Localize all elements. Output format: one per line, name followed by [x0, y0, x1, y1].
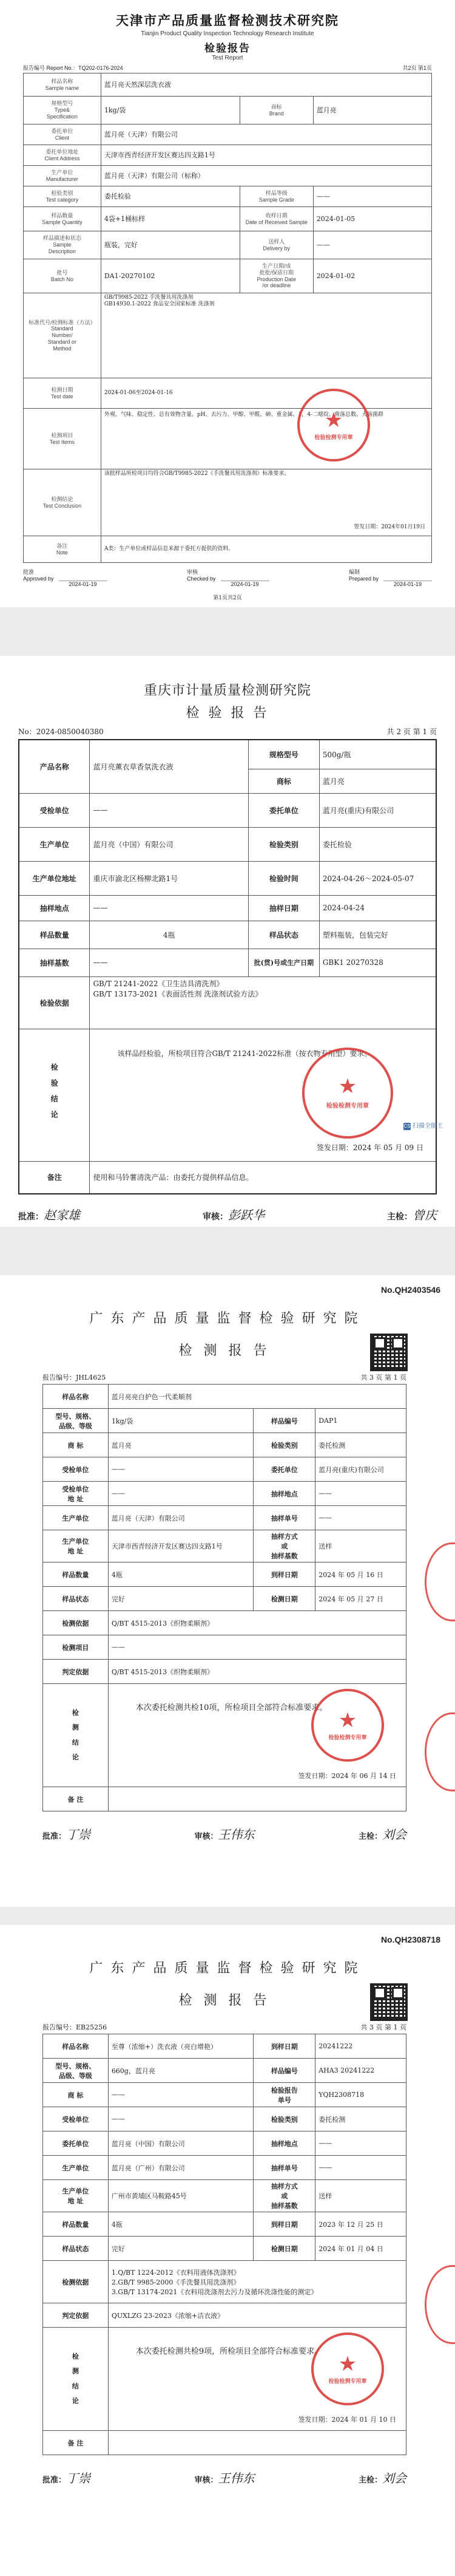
- remark-row: [43, 1787, 406, 1811]
- row-value: Q/BT 4515-2013《织物柔顺剂》: [108, 1611, 406, 1635]
- table-row: [43, 1530, 406, 1562]
- report-doc-type-en: Test Report: [212, 55, 243, 61]
- stamp-text: 检验检测专用章: [328, 2378, 367, 2385]
- table-row: [43, 2237, 406, 2261]
- make-label: 主检：: [387, 1212, 413, 1222]
- grade-value: ——: [313, 186, 431, 207]
- remark-value: A类：生产单位或样品信息来源于委托方提供的资料。: [101, 536, 431, 563]
- batch-value: GBK1 20270328: [319, 949, 436, 976]
- client-address-label: 委托单位地址 Client Address: [24, 145, 101, 166]
- row-label: 检测依据: [43, 1611, 109, 1635]
- row-value: ——: [315, 1506, 406, 1530]
- checker-signature: 王伟东: [218, 2471, 255, 2486]
- row-value: ——: [108, 2083, 254, 2107]
- sample-name: 蓝月亮天然深层洗衣液: [101, 73, 431, 97]
- row-label: 型号、规格、 品级、等级: [43, 1409, 109, 1433]
- approve-label: 批准：: [18, 1212, 44, 1222]
- table-row: [43, 1660, 406, 1684]
- row-label: 样品名称: [43, 2034, 109, 2059]
- row-value: 广州市黄埔区马鞍路45号: [108, 2180, 254, 2212]
- inspected-value: ——: [90, 793, 248, 827]
- row-label: 检测依据: [43, 2261, 109, 2303]
- stamp-text: 检验检测专用章: [314, 434, 353, 441]
- base-label: 抽样基数: [19, 949, 90, 976]
- report-table: [23, 73, 432, 563]
- table-row: [43, 2083, 406, 2107]
- row-value: 完好: [108, 1587, 254, 1611]
- row-value: 4瓶: [108, 2212, 254, 2237]
- check-date: 2024-01-19: [231, 581, 259, 587]
- approve-label: 批准：: [42, 2476, 67, 2485]
- row-value: 蓝月亮（广州）有限公司: [108, 2156, 254, 2180]
- row-value: 蓝月亮(重庆)有限公司: [315, 1457, 406, 1482]
- remark-row: [43, 2431, 406, 2455]
- star-icon: ★: [324, 407, 343, 432]
- seal-stamp: [297, 389, 370, 462]
- client-address: 天津市西青经济开发区赛达四支路1号: [101, 145, 431, 166]
- edge-seal: [425, 2265, 455, 2344]
- row-label: 判定依据: [43, 2303, 109, 2328]
- row-label: 样品数量: [43, 1562, 109, 1587]
- table-row: [43, 2261, 406, 2303]
- row-label: 样品状态: [43, 1587, 109, 1611]
- product-name-label: 产品名称: [19, 740, 90, 793]
- report-guangdong-2: [0, 1925, 455, 2576]
- signature-row: [18, 1205, 437, 1223]
- row-label: 检验报告 单号: [254, 2083, 315, 2107]
- row-value: 2023 年 12 月 25 日: [315, 2212, 406, 2237]
- batch-value: DA1-20270102: [101, 259, 240, 293]
- table-row: [43, 2131, 406, 2156]
- test-date-label: 检验时间: [248, 861, 319, 895]
- report-number: No：2024-0850040380: [18, 727, 104, 736]
- remark-label: 备 注: [43, 2431, 109, 2455]
- row-value: 2024 年 05 月 27 日: [315, 1587, 406, 1611]
- brand-value: 蓝月亮: [313, 97, 431, 124]
- row-label: 检测日期: [254, 1587, 315, 1611]
- approver-signature: 丁崇: [66, 1827, 91, 1842]
- checker-signature: 彭跃华: [228, 1208, 265, 1222]
- row-value: YQH2308718: [315, 2083, 406, 2107]
- table-row: [43, 1506, 406, 1530]
- report-title-en: Tianjin Product Quality Inspection Technology Research Institute: [141, 30, 314, 37]
- approve-label: 批准：: [42, 1832, 67, 1841]
- product-name: 蓝月亮薰衣草香氛洗衣液: [90, 740, 248, 793]
- table-row: [43, 2180, 406, 2212]
- maker-signature: 刘会: [382, 2471, 406, 2486]
- row-label: 商 标: [43, 1433, 109, 1457]
- row-label: 到样日期: [254, 2212, 315, 2237]
- client-value: 蓝月亮（天津）有限公司: [101, 124, 431, 145]
- quantity-label: 样品数量 Sample Quantity: [24, 207, 101, 231]
- row-label: 检测项目: [43, 1635, 109, 1660]
- row-label: 到样日期: [254, 2034, 315, 2059]
- conclusion-cell: [90, 1029, 436, 1161]
- test-items-value: 外观、气味、稳定性、总有效物含量、pH、去污力、甲醇、甲醛、砷、重金属、1，4-二噁烷、菌落总数、大肠菌群: [101, 409, 431, 469]
- state-label: 样品状态: [248, 921, 319, 949]
- report-doc-type: 检 验 报 告: [186, 706, 269, 721]
- received-label: 收样日期 Date of Received Sample: [240, 207, 313, 231]
- row-value: 2024 年 05 月 16 日: [315, 1562, 406, 1587]
- description-value: 瓶装，完好: [101, 231, 240, 259]
- row-label: 检验类别: [254, 1433, 315, 1457]
- table-row: [43, 2303, 406, 2328]
- row-label: 商 标: [43, 2083, 109, 2107]
- signature-row: [23, 568, 432, 587]
- prepare-date: 2024-01-19: [393, 581, 422, 587]
- row-label: 检测日期: [254, 2237, 315, 2261]
- page-count: 共 2 页 第 1 页: [386, 727, 437, 736]
- table-row: [43, 1385, 406, 1409]
- approver-signature: 丁崇: [66, 2471, 91, 2486]
- table-row: [43, 1433, 406, 1457]
- row-label: 抽样地点: [254, 2131, 315, 2156]
- checked-label: 审核 Checked by: [186, 569, 216, 582]
- place-value: ——: [90, 895, 248, 921]
- row-value: 送样: [315, 1530, 406, 1562]
- serial-number: No.QH2403546: [380, 1285, 440, 1295]
- prepared-label: 编制 Prepared by: [348, 569, 379, 582]
- brand-label: 商标 Brand: [240, 97, 313, 124]
- batch-label: 批(贯)号或生产日期: [248, 949, 319, 976]
- category-label: 检验类别 Test category: [24, 186, 101, 207]
- table-row: [43, 2034, 406, 2059]
- maker-address: 重庆市渝北区杨柳北路1号: [90, 861, 248, 895]
- cs-logo-icon: CS: [403, 1123, 411, 1129]
- client-label: 委托单位: [248, 793, 319, 827]
- row-value: QUXLZG 23-2023《浓缩+洁衣液》: [108, 2303, 406, 2328]
- report-doc-type: 检 测 报 告: [178, 1343, 271, 1358]
- model-value: 500g/瓶: [319, 740, 436, 769]
- star-icon: ★: [338, 1074, 357, 1099]
- checker-signature: [221, 568, 269, 581]
- state-value: 塑料瓶装，包装完好: [319, 921, 436, 949]
- row-value: 蓝月亮亮白护色一代柔顺剂: [108, 1385, 406, 1409]
- report-title: 广 东 产 品 质 量 监 督 检 验 研 究 院: [89, 1961, 360, 1976]
- report-doc-type: 检 测 报 告: [178, 1993, 271, 2008]
- row-label: 抽样单号: [254, 2156, 315, 2180]
- remark-label: 备注: [19, 1161, 90, 1194]
- conclusion-row: [43, 1684, 406, 1787]
- report-guangdong-1: [0, 1275, 455, 1907]
- remark-label: 备 注: [43, 1787, 109, 1811]
- remark-value: [108, 1787, 406, 1811]
- table-row: [43, 2107, 406, 2131]
- row-label: 样品编号: [254, 2059, 315, 2083]
- row-label: 抽样方式 或 抽样基数: [254, 1530, 315, 1562]
- table-row: [43, 1611, 406, 1635]
- row-label: 样品编号: [254, 1409, 315, 1433]
- table-row: [43, 2156, 406, 2180]
- row-value: 1.Q/BT 1224-2012《衣料用液体洗涤剂》 2.GB/T 9985-2000《手洗餐具用洗涤剂》 3.GB/T 13174-2021《衣料用洗涤剂去污力及循环洗涤性能的测定》: [108, 2261, 406, 2303]
- conclusion-cell: [108, 2328, 406, 2431]
- test-date-value: 2024-04-26～2024-05-07: [319, 861, 436, 895]
- row-value: 20241222: [315, 2034, 406, 2059]
- row-value: ——: [315, 2131, 406, 2156]
- quantity-value: 4袋+1桶标样: [101, 207, 240, 231]
- table-row: [43, 1409, 406, 1433]
- edge-seal: [425, 1542, 455, 1621]
- inspected-label: 受检单位: [19, 793, 90, 827]
- edge-seal: [425, 1712, 455, 1791]
- page-gap: [0, 607, 455, 656]
- conclusion-text: 该批样品所检项目均符合GB/T9985-2022《手洗餐具用洗涤剂》标准要求。: [104, 471, 290, 477]
- row-label: 到样日期: [254, 1562, 315, 1587]
- row-value: ——: [108, 1635, 406, 1660]
- page-footer: 第1页共2页: [213, 595, 242, 601]
- row-label: 抽样方式 或 抽样基数: [254, 2180, 315, 2212]
- preparer-signature: [383, 568, 432, 581]
- row-value: 4瓶: [108, 1562, 254, 1587]
- row-value: 2024 年 01 月 04 日: [315, 2237, 406, 2261]
- client-label: 委托单位 Client: [24, 124, 101, 145]
- sample-name-label: 样品名称 Sample name: [24, 73, 101, 97]
- client-value: 蓝月亮(重庆)有限公司: [319, 793, 436, 827]
- row-value: 蓝月亮（中国）有限公司: [108, 2131, 254, 2156]
- description-label: 样品描述和状态 Sample Description: [24, 231, 101, 259]
- row-value: 送样: [315, 2180, 406, 2212]
- table-row: [43, 1587, 406, 1611]
- model-label: 规格型号: [248, 740, 319, 769]
- approver-signature: 赵家雄: [44, 1208, 80, 1222]
- received-value: 2024-01-05: [313, 207, 431, 231]
- make-label: 主检：: [358, 2476, 382, 2485]
- maker-value: 蓝月亮（中国）有限公司: [90, 827, 248, 861]
- category-value: 委托检验: [319, 827, 436, 861]
- remark-label: 备注 Note: [24, 536, 101, 563]
- conclusion-text: 该样品经检验，所检项目符合GB/T 21241-2022标准（按衣物专用型）要求。: [117, 1049, 372, 1058]
- row-label: 受检单位: [43, 1457, 109, 1482]
- row-value: ——: [315, 2156, 406, 2180]
- report-chongqing: [0, 656, 455, 1227]
- conclusion-cell: [108, 1684, 406, 1787]
- approver-signature: [59, 568, 107, 581]
- stamp-text: 检验检测专用章: [326, 1103, 369, 1109]
- row-value: 完好: [108, 2237, 254, 2261]
- delivery-label: 送样人 Delivery by: [240, 231, 313, 259]
- conclusion-text: 本次委托检测共检9项，所检项目全部符合标准要求。: [135, 2347, 323, 2356]
- sample-date-value: 2024-04-24: [319, 895, 436, 921]
- serial-number: No.QH2308718: [380, 1935, 440, 1944]
- brand-value: 蓝月亮: [319, 769, 436, 793]
- row-value: 委托检测: [315, 2107, 406, 2131]
- signature-row: [42, 2469, 406, 2486]
- report-table: [42, 1384, 406, 1811]
- table-row: [43, 1482, 406, 1506]
- grade-label: 样品等级 Sample Grade: [240, 186, 313, 207]
- star-icon: ★: [338, 1708, 357, 1733]
- issue-date: 签发日期：2024 年 06 月 14 日: [298, 1772, 396, 1780]
- row-value: ——: [108, 1482, 254, 1506]
- maker-address-label: 生产单位地址: [19, 861, 90, 895]
- conclusion-row: [43, 2328, 406, 2431]
- report-number: 报告编号：EB25256: [42, 2023, 107, 2031]
- row-label: 判定依据: [43, 1660, 109, 1684]
- row-value: 660g，蓝月亮: [108, 2059, 254, 2083]
- conclusion-cell: [101, 469, 431, 536]
- star-icon: ★: [338, 2351, 357, 2376]
- qr-code[interactable]: [370, 1334, 408, 1371]
- report-title: 广 东 产 品 质 量 监 督 检 验 研 究 院: [89, 1311, 360, 1326]
- sample-date-label: 抽样日期: [248, 895, 319, 921]
- test-date-value: 2024-01-06至2024-01-16: [101, 378, 431, 409]
- row-label: 抽样地点: [254, 1482, 315, 1506]
- report-title: 天津市产品质量监督检测技术研究院: [116, 13, 339, 28]
- qr-code[interactable]: [370, 1983, 408, 2021]
- row-label: 抽样单号: [254, 1506, 315, 1530]
- page-count: 共 3 页 第 1 页: [360, 1374, 406, 1382]
- brand-label: 商标: [248, 769, 319, 793]
- row-value: ——: [315, 1482, 406, 1506]
- conclusion-text: 本次委托检测共检10项，所检项目全部符合标准要求。: [135, 1703, 328, 1712]
- row-value: 蓝月亮: [108, 1433, 254, 1457]
- manufacturer-label: 生产单位 Manufacturer: [24, 166, 101, 186]
- place-label: 抽样地点: [19, 895, 90, 921]
- standard-label: 标准代号/检测标准（方法） Standard Number/ Standard or Method: [24, 293, 101, 378]
- row-value: 1kg/袋: [108, 1409, 254, 1433]
- row-value: Q/BT 4515-2013《织物柔顺剂》: [108, 1660, 406, 1684]
- conclusion-label: 检 测 结 论: [43, 2328, 109, 2431]
- production-date-label: 生产日期/成 批批/保质日期 Production Date /or deadline: [240, 259, 313, 293]
- spec-value: 1kg/袋: [101, 97, 240, 124]
- row-value: 蓝月亮（天津）有限公司: [108, 1506, 254, 1530]
- batch-label: 批号 Batch No: [24, 259, 101, 293]
- table-row: [43, 2212, 406, 2237]
- row-value: 天津市西青经济开发区赛达四支路1号: [108, 1530, 254, 1562]
- basis-label: 检验依据: [19, 976, 90, 1029]
- row-value: 至尊（浓缩+）洗衣液（亮白增艳）: [108, 2034, 254, 2059]
- page-count: 共2页 第1页: [402, 65, 432, 71]
- quantity-value: 4瓶: [90, 921, 248, 949]
- row-label: 检验类别: [254, 2107, 315, 2131]
- signature-row: [42, 1825, 406, 1842]
- checker-signature: 王伟东: [218, 1827, 255, 1842]
- approved-label: 批准 Approved by: [23, 569, 54, 582]
- report-tianjin: [0, 0, 455, 607]
- row-label: 受检单位: [43, 2107, 109, 2131]
- report-table: [42, 2034, 406, 2455]
- category-value: 委托检验: [101, 186, 240, 207]
- make-label: 主检：: [358, 1832, 382, 1841]
- seal-stamp: [311, 1689, 384, 1762]
- report-number: 报告编号 Report No.：TQ202-0176-2024: [23, 65, 123, 71]
- table-row: [43, 1635, 406, 1660]
- report-title: 重庆市计量质量检测研究院: [143, 683, 311, 698]
- scanner-label: 扫描全能王: [413, 1123, 443, 1130]
- remark-value: [108, 2431, 406, 2455]
- delivery-value: ——: [313, 231, 431, 259]
- row-label: 委托单位: [254, 1457, 315, 1482]
- issue-date: 签发日期：2024 年 05 月 09 日: [316, 1143, 423, 1152]
- stamp-text: 检验检测专用章: [328, 1734, 367, 1741]
- row-label: 样品状态: [43, 2237, 109, 2261]
- row-value: ——: [108, 1457, 254, 1482]
- scanner-watermark: [403, 1120, 443, 1130]
- page-gap: [0, 1227, 455, 1275]
- test-date-label: 检测日期 Test date: [24, 378, 101, 409]
- production-date-value: 2024-01-02: [313, 259, 431, 293]
- report-table: [18, 739, 437, 1194]
- conclusion-label: 检 测 结 论: [43, 1684, 109, 1787]
- issue-date: 签发日期：2024 年 01 月 10 日: [298, 2416, 396, 2424]
- row-value: ——: [108, 2107, 254, 2131]
- row-value: DAP1: [315, 1409, 406, 1433]
- row-label: 生产单位 地 址: [43, 1530, 109, 1562]
- row-label: 样品名称: [43, 1385, 109, 1409]
- basis-value: GB/T 21241-2022《卫生洁具清洗剂》 GB/T 13173-2021《表面活性剂 洗涤剂试验方法》: [90, 976, 436, 1029]
- remark-value: 使用和马铃薯清洗产品：由委托方提供样品信息。: [90, 1161, 436, 1194]
- row-label: 生产单位: [43, 2156, 109, 2180]
- manufacturer-value: 蓝月亮（天津）有限公司（标称）: [101, 166, 431, 186]
- maker-signature: 曾庆: [413, 1208, 437, 1222]
- row-label: 样品数量: [43, 2212, 109, 2237]
- category-label: 检验类别: [248, 827, 319, 861]
- test-items-label: 检测项目 Test Items: [24, 409, 101, 469]
- row-label: 型号、规格、 品级、等级: [43, 2059, 109, 2083]
- seal-stamp: [311, 2332, 384, 2405]
- approve-date: 2024-01-19: [69, 581, 97, 587]
- report-doc-type: 检验报告: [204, 43, 251, 55]
- spec-label: 规格型号 Type& Specification: [24, 97, 101, 124]
- check-label: 审核：: [194, 1832, 218, 1841]
- row-label: 生产单位: [43, 1506, 109, 1530]
- row-value: 委托检测: [315, 1433, 406, 1457]
- report-number: 报告编号：JHL4625: [42, 1374, 106, 1382]
- table-row: [43, 1562, 406, 1587]
- table-row: [43, 2059, 406, 2083]
- row-value: AHA3 20241222: [315, 2059, 406, 2083]
- seal-stamp: [302, 1048, 393, 1139]
- table-row: [43, 1457, 406, 1482]
- standard-value: GB/T9985-2022 手洗餐具用洗涤剂 GB14930.1-2022 食品安全国家标准 洗涤剂: [101, 293, 431, 378]
- page-count: 共 3 页 第 1 页: [360, 2023, 406, 2031]
- maker-label: 生产单位: [19, 827, 90, 861]
- page-gap: [0, 1907, 455, 1925]
- base-value: ——: [90, 949, 248, 976]
- issue-date: 签发日期：2024年01月19日: [354, 523, 425, 530]
- check-label: 审核：: [203, 1212, 228, 1222]
- quantity-label: 样品数量: [19, 921, 90, 949]
- conclusion-label: 检验结论: [19, 1029, 90, 1161]
- row-label: 委托单位: [43, 2131, 109, 2156]
- check-label: 审核：: [194, 2476, 218, 2485]
- maker-signature: 刘会: [382, 1827, 406, 1842]
- row-label: 受检单位 地 址: [43, 1482, 109, 1506]
- conclusion-label: 检测结论 Test Conclusion: [24, 469, 101, 536]
- row-label: 生产单位 地 址: [43, 2180, 109, 2212]
